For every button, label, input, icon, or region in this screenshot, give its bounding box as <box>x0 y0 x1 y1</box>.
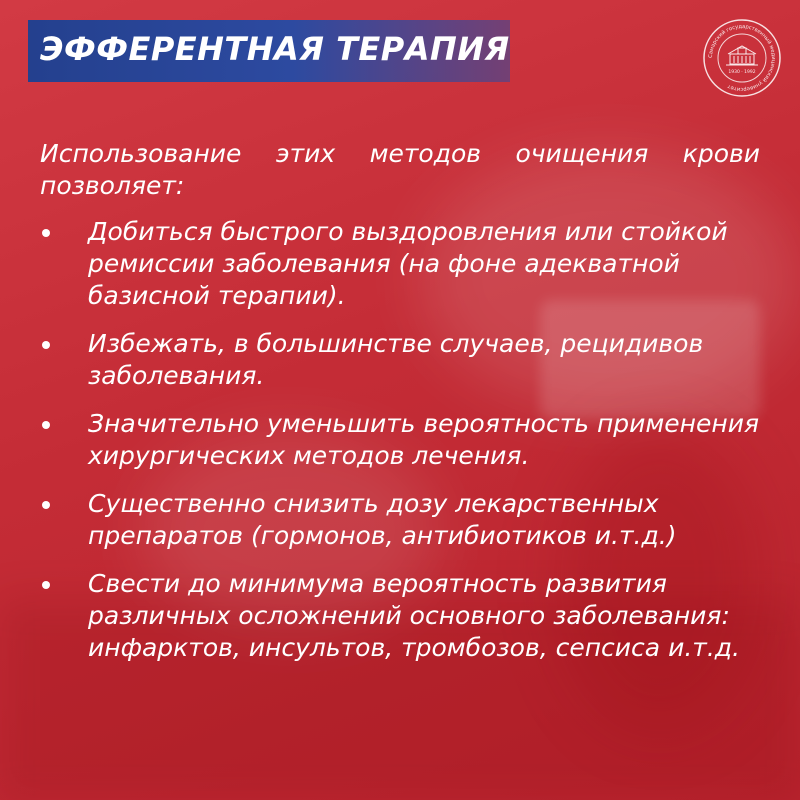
bullet-icon <box>42 581 50 589</box>
list-item-text: Добиться быстрого выздоровления или стойкой ремиссии заболевания (на фоне адекватной базисной терапии). <box>88 217 728 310</box>
list-item-text: Значительно уменьшить вероятность применения хирургических методов лечения. <box>88 409 760 470</box>
list-item-text: Существенно снизить дозу лекарственных препаратов (гормонов, антибиотиков и.т.д.) <box>88 489 677 550</box>
university-seal-icon <box>702 18 782 98</box>
benefits-list <box>40 216 760 664</box>
bullet-icon <box>42 229 50 237</box>
intro-text: Использование этих методов очищения крови позволяет: <box>40 139 760 200</box>
list-item-text: Избежать, в большинстве случаев, рецидивов заболевания. <box>88 329 704 390</box>
bullet-icon <box>42 421 50 429</box>
seal-years: 1930 · 1992 <box>728 70 756 75</box>
list-item <box>40 328 760 392</box>
list-item <box>40 568 760 664</box>
list-item <box>40 408 760 472</box>
page-title: ЭФФЕРЕНТНАЯ ТЕРАПИЯ <box>40 30 510 68</box>
main-content <box>40 138 760 680</box>
list-item <box>40 488 760 552</box>
bullet-icon <box>42 341 50 349</box>
list-item-text: Свести до минимума вероятность развития различных осложнений основного заболевания: инфарктов, инсультов, тромбозов, сепсиса и.т.д. <box>88 569 741 662</box>
list-item <box>40 216 760 312</box>
seal-text: Самарский государственный медицинский университет <box>707 23 777 93</box>
bullet-icon <box>42 501 50 509</box>
